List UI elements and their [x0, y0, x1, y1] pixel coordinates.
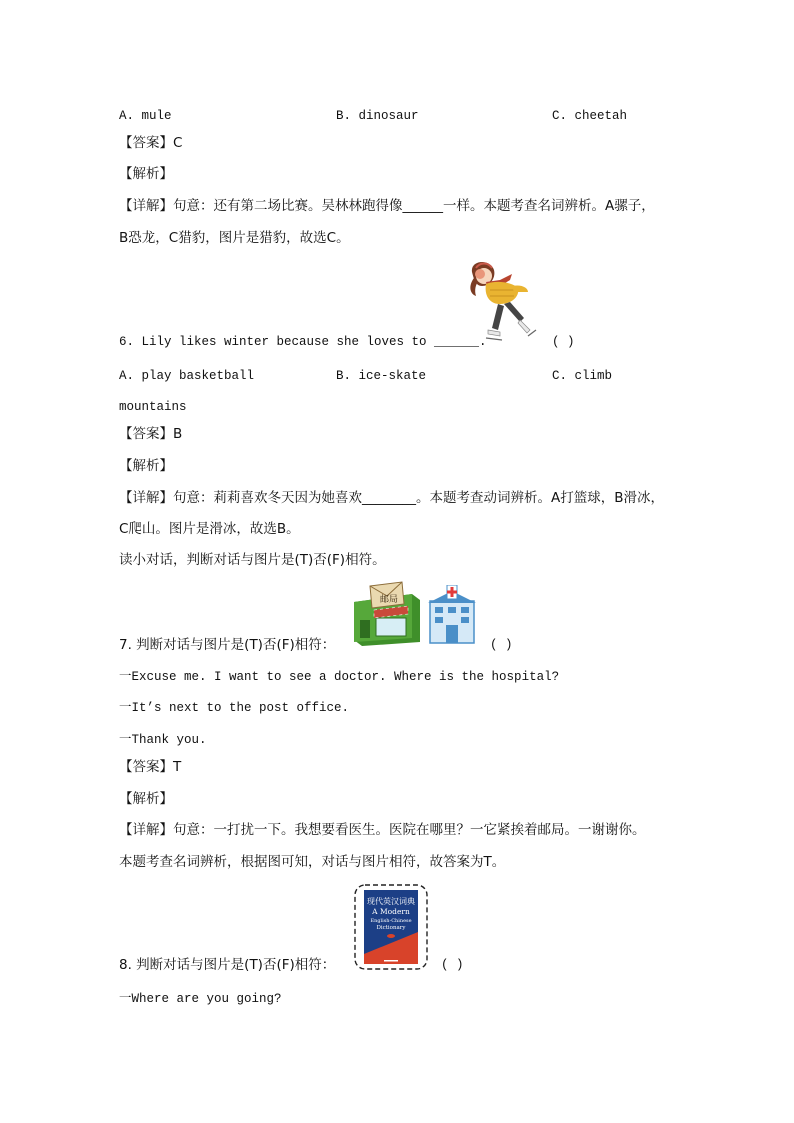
q5-option-c: C. cheetah	[552, 109, 628, 123]
q6-option-c: C. climb	[552, 369, 613, 383]
q6-stem-row	[119, 334, 575, 350]
q7-stem: 7. 判断对话与图片是(T)否(F)相符：	[119, 637, 336, 653]
q5-analysis-heading: 【解析】	[119, 166, 173, 182]
q5-answer: 【答案】C	[119, 135, 183, 151]
q8-stem-row	[119, 957, 464, 973]
q6-detail-line-2: C爬山。图片是滑冰，故选B。	[119, 521, 300, 537]
q8-answer-blank[interactable]: ( )	[441, 958, 464, 972]
q6-option-a: A. play basketball	[119, 369, 255, 383]
q7-detail-line-1: 【详解】句意：一打扰一下。我想要看医生。医院在哪里？一它紧挨着邮局。一谢谢你。	[119, 822, 646, 838]
q6-analysis-heading: 【解析】	[119, 458, 173, 474]
q7-dialogue-line-2: 一It’s next to the post office.	[119, 701, 350, 715]
q6-option-c-wrap: mountains	[119, 400, 187, 414]
q7-dialogue-line-3: 一Thank you.	[119, 733, 207, 747]
hospital-icon	[426, 585, 478, 645]
book-title-en-1: A Modern	[372, 907, 410, 916]
q6-detail-line-1: 【详解】句意：莉莉喜欢冬天因为她喜欢________。本题考查动词辨析。A打篮球，B滑冰，	[119, 490, 664, 506]
q7-answer-blank[interactable]: ( )	[490, 638, 513, 652]
book-title-en-3: Dictionary	[376, 925, 406, 931]
post-office-sign-text: 邮局	[380, 595, 399, 605]
book-title-en-2: English-Chinese	[370, 918, 412, 924]
q7-stem-row	[119, 637, 513, 653]
q8-stem: 8. 判断对话与图片是(T)否(F)相符：	[119, 957, 336, 973]
q5-option-a: A. mule	[119, 109, 172, 123]
q6-answer: 【答案】B	[119, 426, 183, 442]
q7-answer: 【答案】T	[119, 759, 182, 775]
q8-dialogue-line-1: 一Where are you going?	[119, 992, 282, 1006]
q5-detail-line-1: 【详解】句意：还有第二场比赛。吴林林跑得像______一样。本题考查名词辨析。A骡子，	[119, 198, 655, 214]
q5-detail-line-2: B恐龙，C猎豹，图片是猎豹，故选C。	[119, 230, 350, 246]
post-office-icon	[350, 580, 422, 648]
q7-detail-line-2: 本题考查名词辨析，根据图可知，对话与图片相符，故答案为T。	[119, 854, 506, 870]
q6-option-b: B. ice-skate	[336, 369, 427, 383]
dictionary-book-icon	[354, 884, 428, 970]
girl-ice-skating-icon	[466, 260, 546, 344]
q6-answer-blank[interactable]: ( )	[552, 335, 575, 349]
book-title-cn: 现代英汉词典	[367, 897, 415, 906]
q7-dialogue-line-1: 一Excuse me. I want to see a doctor. Where is the hospital?	[119, 670, 560, 684]
q6-stem: 6. Lily likes winter because she loves to ______.	[119, 335, 487, 349]
section-instruction: 读小对话，判断对话与图片是(T)否(F)相符。	[119, 552, 386, 568]
q5-option-b: B. dinosaur	[336, 109, 419, 123]
q7-analysis-heading: 【解析】	[119, 791, 173, 807]
